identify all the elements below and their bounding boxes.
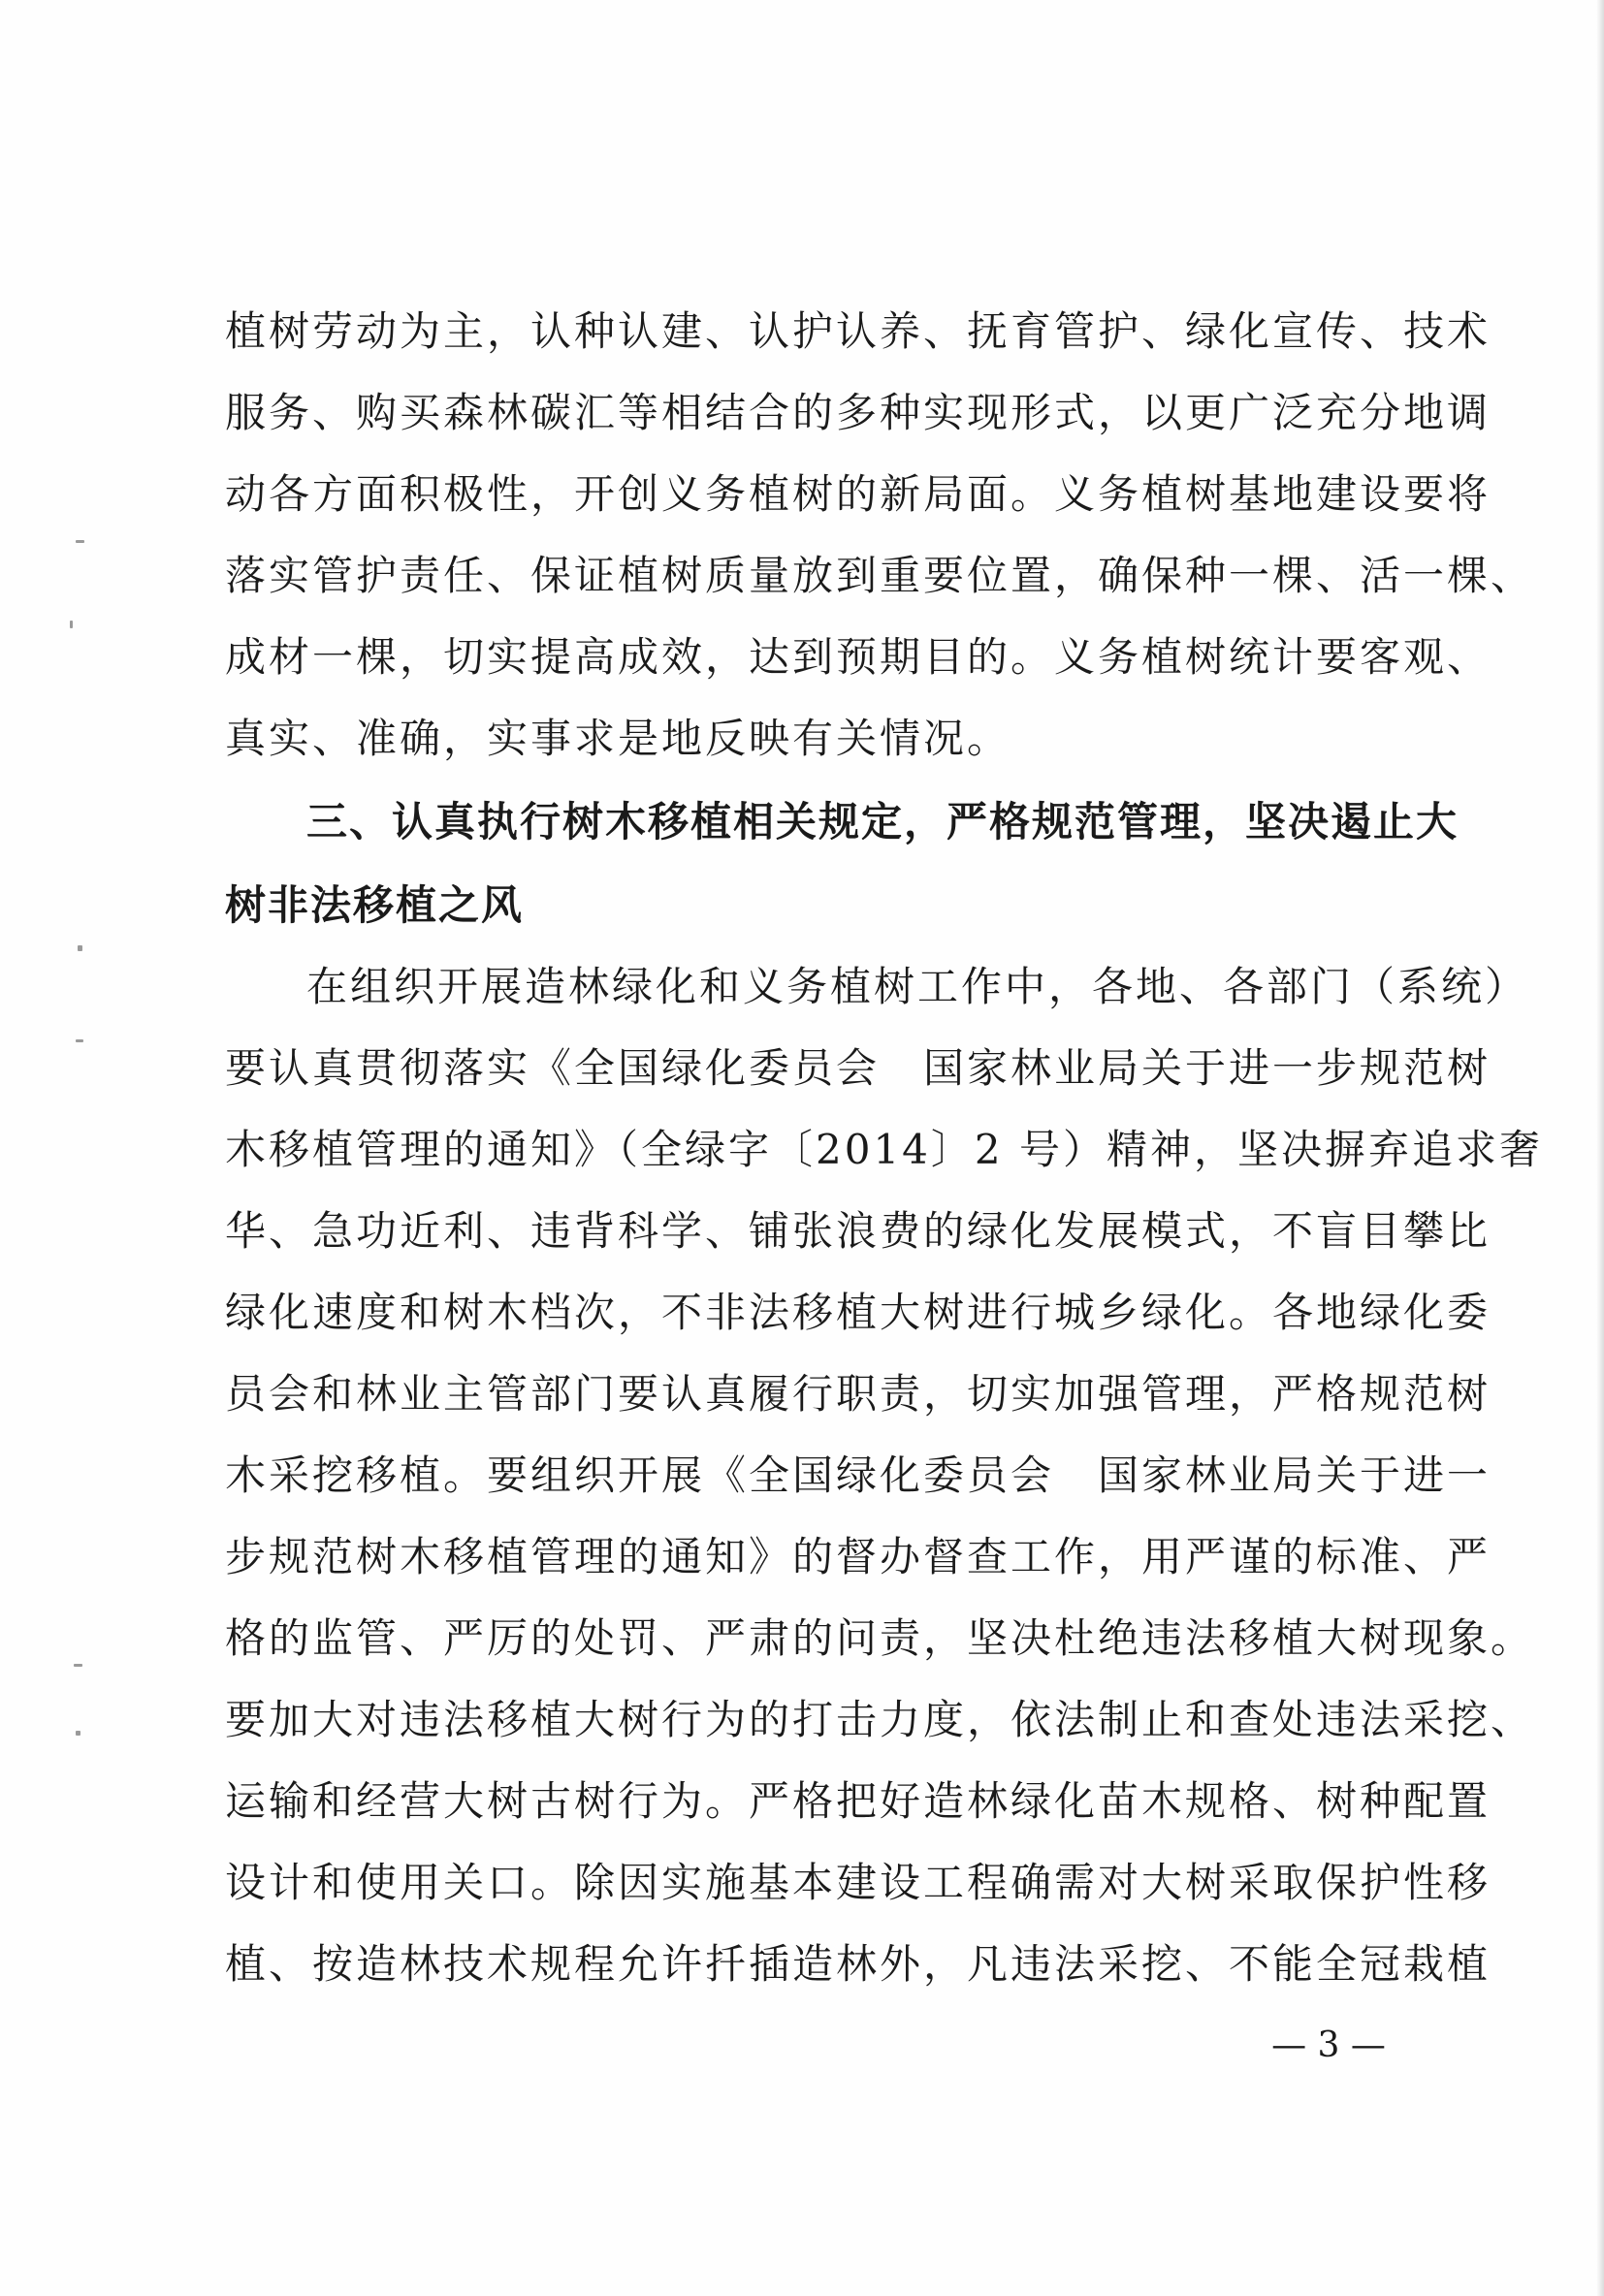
section-heading: 三、认真执行树木移植相关规定，严格规范管理，坚决遏止大 [306,798,1460,845]
body-text-line: 华、急功近利、违背科学、铺张浪费的绿化发展模式，不盲目攀比 [225,1207,1492,1255]
body-text-line: 步规范树木移植管理的通知》的督办督查工作，用严谨的标准、严 [225,1533,1492,1580]
body-text-line: 格的监管、严厉的处罚、严肃的问责，坚决杜绝违法移植大树现象。 [225,1614,1535,1662]
body-text-line: 服务、购买森林碳汇等相结合的多种实现形式，以更广泛充分地调 [225,389,1492,436]
section-heading: 树非法移植之风 [225,881,525,929]
scan-speck [76,540,84,543]
body-text-line: 绿化速度和树木档次，不非法移植大树进行城乡绿化。各地绿化委 [225,1289,1492,1336]
body-text-line: 植、按造林技术规程允许扦插造林外，凡违法采挖、不能全冠栽植 [225,1940,1492,1988]
body-text-line: 动各方面积极性，开创义务植树的新局面。义务植树基地建设要将 [225,470,1492,518]
body-text-line: 运输和经营大树古树行为。严格把好造林绿化苗木规格、树种配置 [225,1777,1492,1825]
page-number: — 3 — [1271,2025,1386,2065]
body-text-line: 成材一棵，切实提高成效，达到预期目的。义务植树统计要客观、 [225,633,1492,681]
body-text-line: 要认真贯彻落实《全国绿化委员会 国家林业局关于进一步规范树 [225,1044,1492,1092]
scan-speck [70,621,73,628]
body-text-line: 要加大对违法移植大树行为的打击力度，依法制止和查处违法采挖、 [225,1696,1535,1743]
scan-speck [78,945,82,951]
scan-edge-shadow [1596,0,1604,2296]
body-text-line: 植树劳动为主，认种认建、认护认养、抚育管护、绿化宣传、技术 [225,307,1492,355]
body-text-line: 木移植管理的通知》（全绿字〔2014〕2 号）精神，坚决摒弃追求奢 [225,1126,1543,1173]
body-text-line: 木采挖移植。要组织开展《全国绿化委员会 国家林业局关于进一 [225,1451,1492,1499]
scan-speck [76,1731,80,1736]
body-text-line: 落实管护责任、保证植树质量放到重要位置，确保种一棵、活一棵、 [225,552,1535,599]
scan-speck [74,1664,82,1667]
body-text-line: 在组织开展造林绿化和义务植树工作中，各地、各部门（系统） [306,963,1529,1010]
scan-speck [76,1039,83,1042]
body-text-line: 员会和林业主管部门要认真履行职责，切实加强管理，严格规范树 [225,1370,1492,1418]
body-text-line: 真实、准确，实事求是地反映有关情况。 [225,715,1011,762]
body-text-line: 设计和使用关口。除因实施基本建设工程确需对大树采取保护性移 [225,1859,1492,1906]
